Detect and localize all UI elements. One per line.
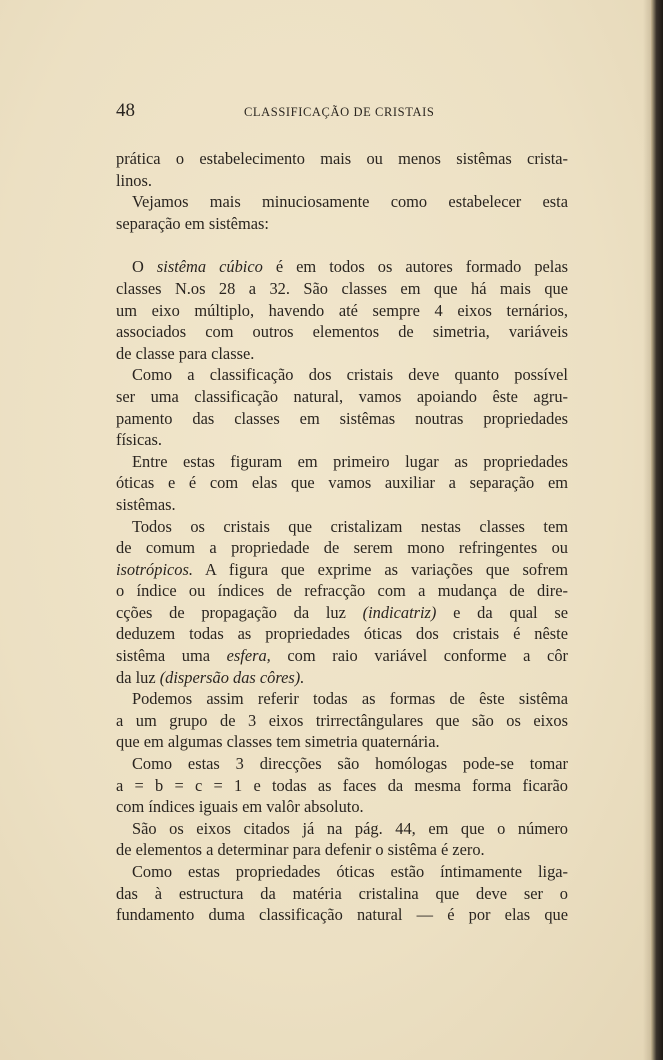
text-line: óticas e é com elas que vamos auxiliar a separação em [116, 473, 568, 493]
text-line: das à estructura da matéria cristalina que deve ser o [116, 883, 568, 903]
text-line: isotrópicos. A figura que exprime as variações que sofrem [116, 559, 568, 579]
book-edge [651, 0, 663, 1060]
text-line: da luz (dispersão das côres). [116, 667, 305, 687]
text-line: um eixo múltiplo, havendo até sempre 4 eixos ternários, [116, 300, 568, 320]
text-line: com índices iguais em valôr absoluto. [116, 797, 364, 817]
paragraph [116, 861, 568, 926]
text-line: físicas. [116, 430, 162, 450]
text-line: fundamento duma classificação natural — é por elas que [116, 905, 568, 925]
text-line: cções de propagação da luz (indicatriz) e da qual se [116, 602, 568, 622]
text-line: prática o estabelecimento mais ou menos sistêmas crista- [116, 149, 568, 168]
text-line: sistêma uma esfera, com raio variável conforme a côr [116, 646, 568, 666]
text-line: Podemos assim referir todas as formas de êste sistêma [132, 689, 568, 709]
paragraph [116, 148, 568, 191]
text-line: a = b = c = 1 e todas as faces da mesma forma ficarão [116, 775, 568, 795]
page-number: 48 [116, 100, 135, 121]
page-header [116, 100, 568, 126]
text-line: sistêmas. [116, 494, 176, 514]
text-line: classes N.os 28 a 32. São classes em que há mais que [116, 278, 568, 298]
text-line: de elementos a determinar para defenir o sistêma é zero. [116, 840, 485, 860]
text-line: de classe para classe. [116, 343, 255, 363]
paragraph [116, 451, 568, 516]
body-text [116, 148, 568, 926]
text-line: Como a classificação dos cristais deve quanto possível [132, 365, 568, 385]
text-line: Como estas 3 direcções são homólogas pode-se tomar [132, 754, 568, 774]
text-line: Entre estas figuram em primeiro lugar as propriedades [132, 451, 568, 471]
text-line: deduzem todas as propriedades óticas dos cristais é nêste [116, 624, 568, 644]
running-title: CLASSIFICAÇÃO DE CRISTAIS [244, 105, 435, 119]
text-line: a um grupo de 3 eixos trirrectângulares que são os eixos [116, 710, 568, 730]
text-line: Todos os cristais que cristalizam nestas classes tem [132, 516, 568, 536]
text-line: que em algumas classes tem simetria quaternária. [116, 732, 440, 752]
text-line: associados com outros elementos de simetria, variáveis [116, 322, 568, 342]
paragraph [116, 818, 568, 861]
text-line: pamento das classes em sistêmas noutras propriedades [116, 408, 568, 428]
text-line: linos. [116, 170, 152, 190]
paragraph [116, 516, 568, 689]
text-line: de comum a propriedade de serem mono refringentes ou [116, 538, 568, 558]
text-line: Como estas propriedades óticas estão íntimamente liga- [132, 862, 568, 881]
text-line: separação em sistêmas: [116, 213, 269, 233]
text-line: O sistêma cúbico é em todos os autores formado pelas [132, 257, 568, 277]
paragraph [116, 364, 568, 450]
page-gutter-shadow [643, 0, 651, 1060]
paragraph [116, 688, 568, 753]
paragraph [116, 191, 568, 234]
text-line: o índice ou índices de refracção com a mudança de dire- [116, 581, 568, 601]
text-line: Vejamos mais minuciosamente como estabelecer esta [132, 192, 568, 212]
paragraph [116, 256, 568, 364]
text-line: São os eixos citados já na pág. 44, em que o número [132, 818, 568, 838]
paragraph-gap [116, 234, 568, 256]
text-line: ser uma classificação natural, vamos apoiando êste agru- [116, 386, 568, 406]
paragraph [116, 753, 568, 818]
